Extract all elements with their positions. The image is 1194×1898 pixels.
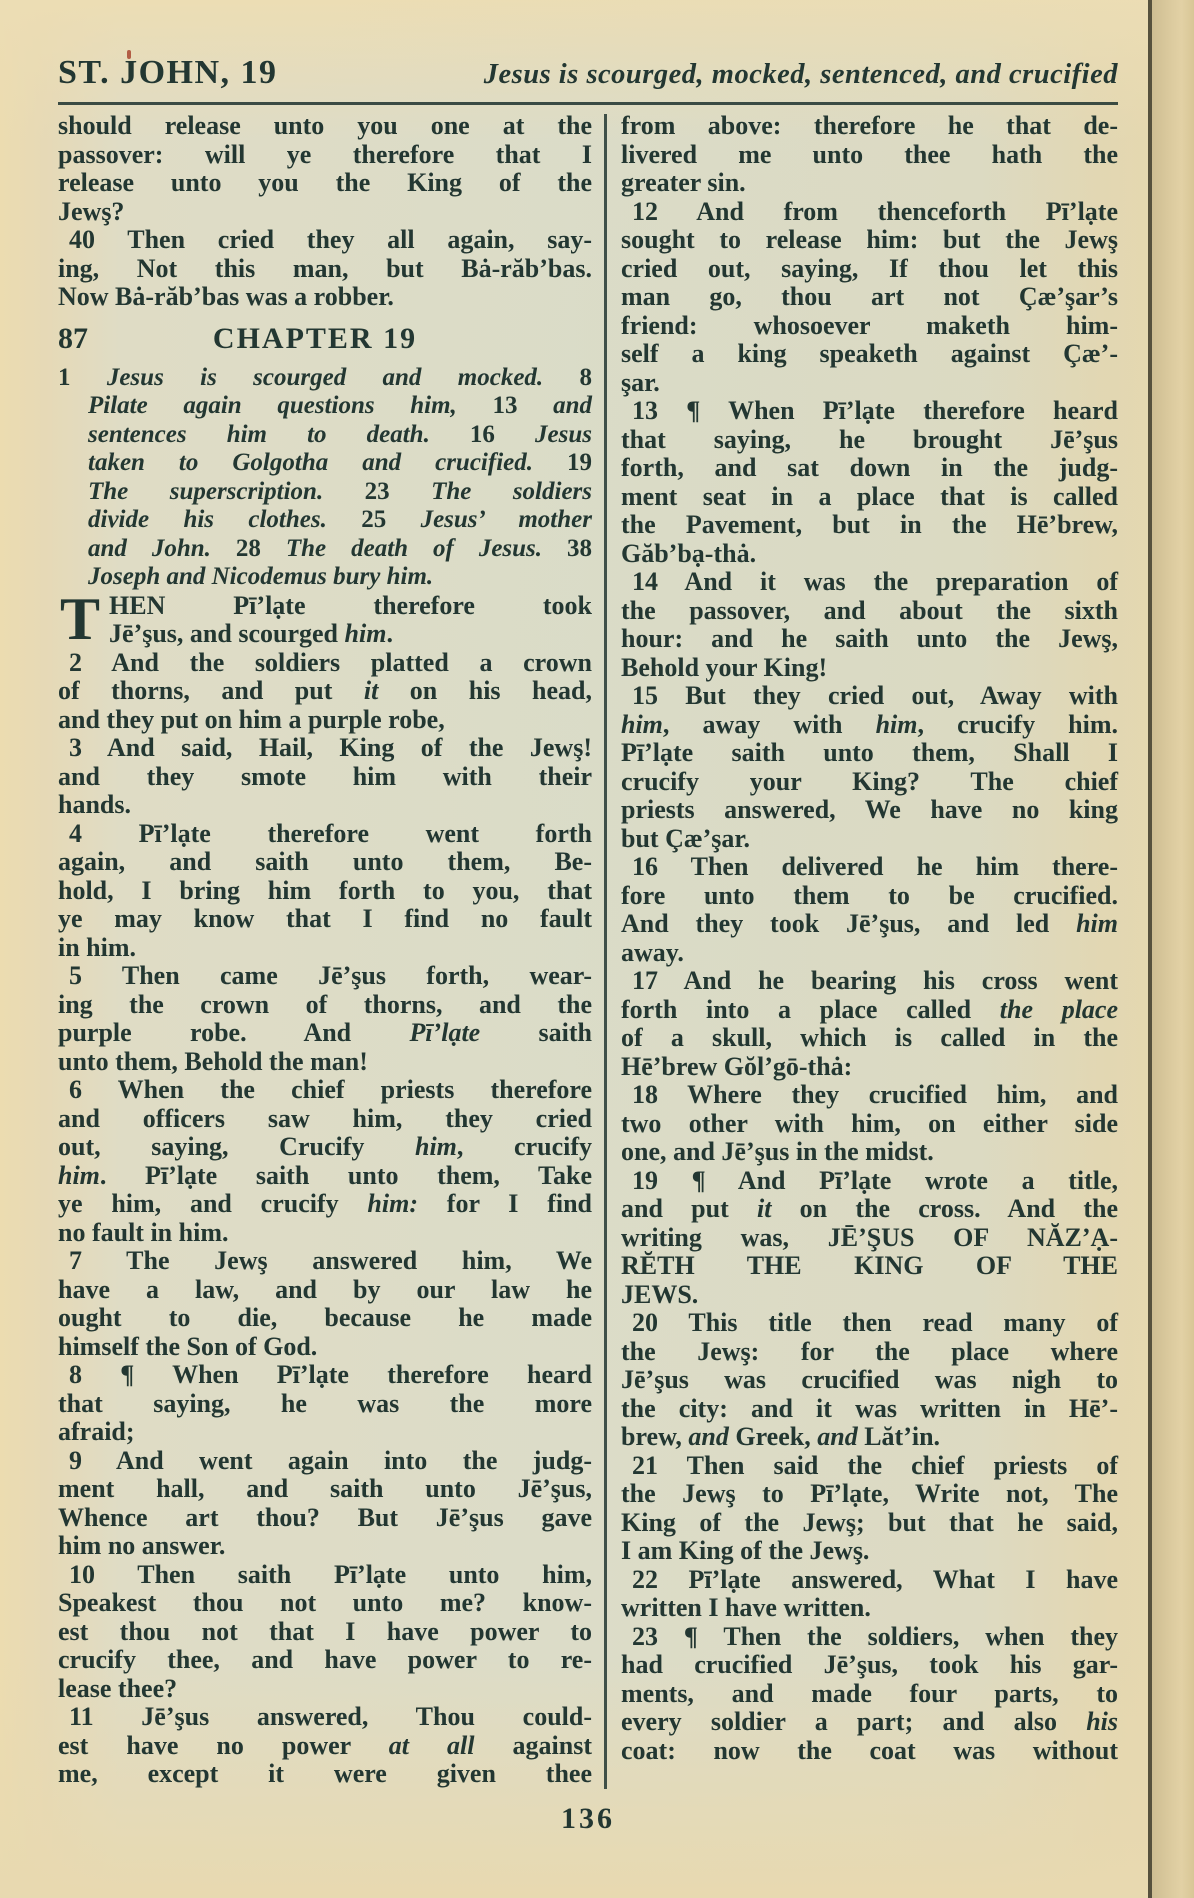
verse-line: 22 Pī’lạte answered, What I have	[632, 1564, 1118, 1594]
verse-line: 11 Jē’şus answered, Thou could-	[69, 1702, 592, 1731]
verse-line: ing the crown of thorns, and the	[58, 989, 592, 1019]
verse-line: JEWS.	[621, 1279, 699, 1309]
verse-line: ing, Not this man, but Bȧ-răb’bas.	[58, 253, 592, 283]
verse-line: Hē’brew Gŏl’gō-thȧ:	[621, 1051, 853, 1081]
verse-line: forth, and sat down in the judg-	[621, 453, 1118, 482]
verse-line: 15 But they cried out, Away with	[632, 681, 1118, 710]
verse-line: 9 And went again into the judg-	[69, 1445, 592, 1475]
verse-line: every soldier a part; and also his	[621, 1707, 1118, 1736]
verse-line: written I have written.	[621, 1593, 871, 1622]
verse-line: him, away with him, crucify him.	[621, 709, 1118, 739]
verse-line: and officers saw him, they cried	[58, 1103, 592, 1133]
verse-line: Pī’lạte saith unto them, Shall I	[621, 738, 1118, 767]
verse-line: 10 Then saith Pī’lạte unto him,	[69, 1559, 592, 1589]
book-chapter-title: ST. JOHN, 19	[58, 54, 278, 91]
verse-line: no fault in him.	[58, 1217, 229, 1247]
verse-line: of a skull, which is called in the	[621, 1023, 1118, 1052]
verse-line: 16 Then delivered he him there-	[632, 852, 1118, 881]
verse-line: hands.	[58, 790, 131, 819]
verse-line: ye him, and crucify him: for I find	[58, 1189, 593, 1218]
verse-line: from above: therefore he that de-	[621, 111, 1118, 140]
verse-line: the passover, and about the sixth	[621, 595, 1118, 625]
verse-line: fore unto them to be crucified.	[621, 880, 1118, 910]
verse-line: and they put on him a purple robe,	[58, 704, 445, 734]
verse-line: ought to die, because he made	[58, 1303, 592, 1332]
verse-line: should release unto you one at the	[58, 111, 592, 140]
verse-line: the Pavement, but in the Hē’brew,	[621, 510, 1118, 539]
verse-line: Whence art thou? But Jē’şus gave	[58, 1502, 592, 1532]
verse-line: Jē’şus was crucified was nigh to	[621, 1365, 1118, 1394]
chapter-heading: CHAPTER 19	[212, 321, 418, 355]
chapter-summary	[58, 364, 592, 592]
text-columns	[58, 112, 1118, 1789]
verse-line: purple robe. And Pī’lạte saith	[58, 1018, 592, 1047]
verse-line: him no answer.	[58, 1531, 226, 1560]
summary-line: divide his clothes. 25 Jesus’ mother	[88, 506, 592, 533]
verse-line: lease thee?	[58, 1673, 178, 1703]
verse-line: had crucified Jē’şus, took his gar-	[621, 1650, 1118, 1679]
verse-line: friend: whosoever maketh him-	[621, 310, 1118, 340]
verse-line: Găb’bạ-thȧ.	[621, 538, 757, 568]
verse-line: have a law, and by our law he	[58, 1274, 592, 1304]
verse-line: away.	[621, 937, 684, 967]
verse-line: 17 And he bearing his cross went	[632, 966, 1118, 995]
verse-line: that saying, he was the more	[58, 1388, 592, 1418]
verse-line: himself the Son of God.	[58, 1331, 318, 1361]
verse-line: livered me unto thee hath the	[621, 139, 1118, 169]
verse-line: Jē’şus, and scourged him.	[109, 619, 393, 648]
verse-line: 3 And said, Hail, King of the Jewş!	[69, 733, 592, 762]
verse-line: 8 ¶ When Pī’lạte therefore heard	[69, 1360, 592, 1389]
verse-line: est thou not that I have power to	[58, 1616, 592, 1646]
verse-line: 5 Then came Jē’şus forth, wear-	[69, 961, 592, 990]
page-edge-shadow	[1148, 0, 1194, 1898]
verse-line: man go, thou art not Çæ’şar’s	[621, 282, 1118, 311]
verse-line: coat: now the coat was without	[621, 1735, 1118, 1765]
verse-line: crucify thee, and have power to re-	[58, 1645, 592, 1674]
verse-line: Jewş?	[58, 196, 125, 226]
verse-line: 14 And it was the preparation of	[632, 567, 1118, 596]
chapter-heading-row	[58, 321, 592, 357]
verse-line: King of the Jewş; but that he said,	[621, 1507, 1118, 1537]
verse-line: writing was, JĒ’ŞUS OF NĂZ’Ạ-	[621, 1222, 1118, 1252]
verse-line: and put it on the cross. And the	[621, 1194, 1119, 1223]
verse-line: 4 Pī’lạte therefore went forth	[69, 818, 592, 848]
verse-line: 20 This title then read many of	[632, 1308, 1118, 1337]
text-column-left	[58, 112, 592, 1789]
verse-line: crucify your King? The chief	[621, 766, 1118, 796]
verse-line: that saying, he brought Jē’şus	[621, 424, 1118, 454]
verse-paragraph	[58, 585, 592, 652]
verse-line: cried out, saying, If thou let this	[621, 253, 1118, 283]
verse-line: 13 ¶ When Pī’lạte therefore heard	[632, 396, 1118, 425]
verse-line: 7 The Jewş answered him, We	[69, 1246, 592, 1275]
verse-line: the Jewş to Pī’lạte, Write not, The	[621, 1479, 1118, 1508]
verse-line: priests answered, We have no king	[621, 795, 1118, 824]
verse-line: one, and Jē’şus in the midst.	[621, 1137, 934, 1166]
summary-line: 1 Jesus is scourged and mocked. 8	[58, 363, 592, 391]
summary-line: The superscription. 23 The soldiers	[88, 477, 593, 505]
verse-line: 40 Then cried they all again, say-	[69, 225, 592, 254]
verse-line: self a king speaketh against Çæ’-	[621, 339, 1118, 368]
verse-line: again, and saith unto them, Be-	[58, 847, 592, 876]
header-rule	[58, 102, 1118, 105]
verse-line: ment seat in a place that is called	[621, 481, 1118, 511]
verse-line: release unto you the King of the	[58, 168, 592, 197]
verse-line: Now Bȧ-răb’bas was a robber.	[58, 282, 394, 311]
verse-line: sought to release him: but the Jewş	[621, 225, 1118, 254]
text-column-right	[621, 112, 1118, 1789]
section-number: 87	[58, 321, 88, 355]
verse-line: est have no power at all against	[58, 1730, 592, 1760]
verse-line: passover: will ye therefore that I	[58, 139, 592, 169]
verse-line: brew, and Greek, and Lăt’in.	[621, 1422, 941, 1451]
summary-line: Joseph and Nicodemus bury him.	[88, 563, 434, 590]
summary-line: taken to Golgotha and crucified. 19	[88, 449, 592, 476]
verse-line: RĔTH THE KING OF THE	[621, 1251, 1118, 1280]
verse-line: greater sin.	[621, 168, 746, 197]
verse-line: 23 ¶ Then the soldiers, when they	[632, 1621, 1118, 1651]
verse-line: 18 Where they crucified him, and	[632, 1080, 1118, 1109]
verse-line: out, saying, Crucify him, crucify	[58, 1132, 592, 1161]
verse-line: forth into a place called the place	[621, 994, 1118, 1024]
verse-line: ment hall, and saith unto Jē’şus,	[58, 1474, 592, 1503]
verse-line: Behold your King!	[621, 652, 828, 682]
verse-line: unto them, Behold the man!	[58, 1046, 368, 1076]
summary-line: and John. 28 The death of Jesus. 38	[88, 534, 592, 562]
summary-line: sentences him to death. 16 Jesus	[88, 420, 592, 448]
page-content	[58, 54, 1118, 1836]
verse-line: şar.	[621, 367, 660, 397]
summary-line: Pilate again questions him, 13 and	[88, 392, 593, 419]
verse-line: in him.	[58, 932, 137, 962]
verse-line: 2 And the soldiers platted a crown	[69, 647, 592, 677]
verse-line: 19 ¶ And Pī’lạte wrote a title,	[632, 1165, 1118, 1195]
drop-cap: T	[60, 585, 101, 652]
verse-line: 6 When the chief priests therefore	[69, 1075, 592, 1104]
verse-line: and they smote him with their	[58, 761, 592, 791]
page-number: 136	[561, 1801, 615, 1835]
verse-line: And they took Jē’şus, and led him	[621, 909, 1118, 938]
column-divider	[604, 114, 607, 1789]
verse-line: ye may know that I find no fault	[58, 904, 592, 933]
verse-line: him. Pī’lạte saith unto them, Take	[58, 1160, 592, 1190]
verse-line: of thorns, and put it on his head,	[58, 676, 592, 705]
verse-line: me, except it were given thee	[58, 1759, 592, 1788]
verse-line: 12 And from thenceforth Pī’lạte	[632, 196, 1118, 226]
running-header	[58, 54, 1118, 92]
verse-line: I am King of the Jewş.	[621, 1536, 870, 1565]
verse-line: afraid;	[58, 1417, 135, 1446]
verse-line: hold, I bring him forth to you, that	[58, 875, 592, 905]
verse-line: two other with him, on either side	[621, 1108, 1118, 1138]
verse-line: but Çæ’şar.	[621, 823, 751, 853]
verse-line: 21 Then said the chief priests of	[632, 1450, 1118, 1480]
verse-line: Speakest thou not unto me? know-	[58, 1588, 592, 1617]
running-head-summary: Jesus is scourged, mocked, sentenced, and crucified	[483, 59, 1118, 90]
verse-line: the Jewş: for the place where	[621, 1336, 1118, 1366]
verse-line: ments, and made four parts, to	[621, 1678, 1118, 1708]
verse-line: HEN Pī’lạte therefore took	[109, 590, 592, 620]
verse-line: hour: and he saith unto the Jewş,	[621, 624, 1118, 653]
verse-line: the city: and it was written in Hē’-	[621, 1393, 1118, 1423]
